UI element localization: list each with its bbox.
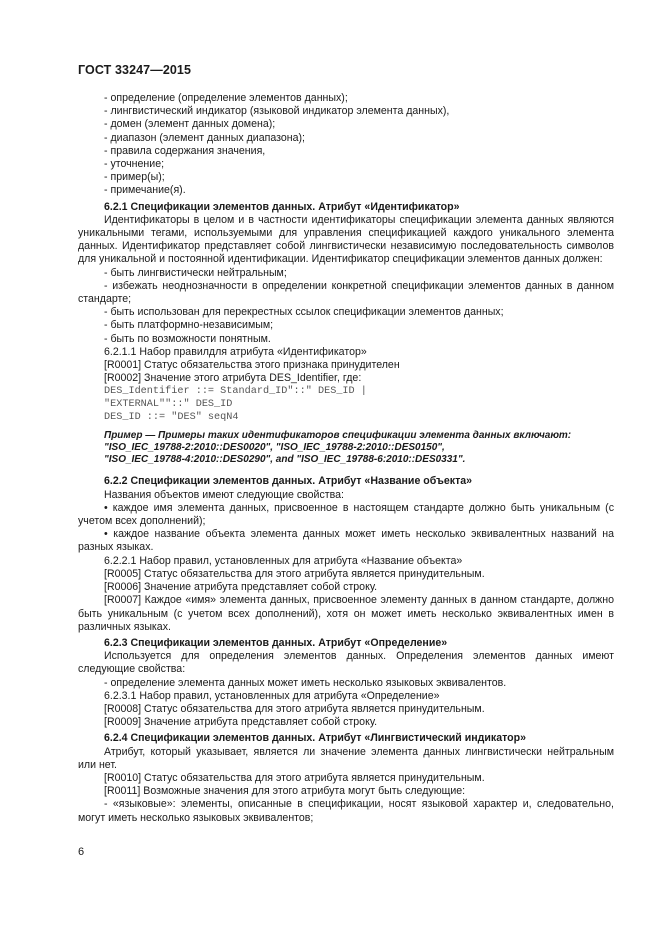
example-block [78, 430, 614, 466]
rule-r0007: [R0007] Каждое «имя» элемента данных, присвоенное элементу данных в данном стандарте, должно быть уникальным (с учетом всех дополнений), хотя он может иметь несколько эквивалентных имен в различных языках. [78, 594, 614, 633]
document-body [78, 92, 614, 825]
example-line: Пример — Примеры таких идентификаторов спецификации элемента данных включают: [104, 430, 572, 442]
list-item: - определение элемента данных может иметь несколько языковых эквивалентов. [104, 676, 507, 689]
subsection-6-2-1-1: 6.2.1.1 Набор правилдля атрибута «Идентификатор» [104, 345, 367, 358]
paragraph: Атрибут, который указывает, является ли значение элемента данных лингвистически нейтральным или нет. [78, 745, 614, 771]
rule-r0008: [R0008] Статус обязательства для этого атрибута является принудительным. [104, 702, 485, 715]
bullet-item: • каждое имя элемента данных, присвоенное в настоящем стандарте должно быть уникальным (с учетом всех дополнений); [78, 501, 614, 528]
rule-r0005: [R0005] Статус обязательства для этого атрибута является принудительным. [104, 567, 485, 580]
list-item: - правила содержания значения, [104, 144, 266, 157]
list-item: - «языковые»: элементы, описанные в спецификации, носят языковой характер и, следовательно, могут иметь несколько языковых эквивалентов; [78, 798, 614, 824]
paragraph: Названия объектов имеют следующие свойства: [104, 488, 344, 501]
list-item: - лингвистический индикатор (языковой индикатор элемента данных), [104, 105, 450, 118]
page-number: 6 [78, 846, 85, 858]
section-heading-6-2-1: 6.2.1 Спецификации элементов данных. Атрибут «Идентификатор» [104, 200, 460, 213]
paragraph: Используется для определения элементов данных. Определения элементов данных имеют следующие свойства: [78, 650, 614, 676]
rule-r0011: [R0011] Возможные значения для этого атрибута могут быть следующие: [104, 785, 466, 798]
list-item: - примечание(я). [104, 184, 186, 197]
list-item: - определение (определение элементов данных); [104, 92, 348, 104]
list-item: - избежать неоднозначности в определении конкретной спецификации элементов данных в данном стандарте; [78, 279, 614, 306]
list-item: - быть платформно-независимым; [104, 319, 274, 332]
bullet-item: • каждое название объекта элемента данных может иметь несколько эквивалентных названий на разных языках. [78, 528, 614, 554]
list-item: - диапазон (элемент данных диапазона); [104, 131, 305, 144]
list-item: - уточнение; [104, 158, 165, 171]
list-item: - быть использован для перекрестных ссылок спецификации элементов данных; [104, 306, 504, 319]
section-heading-6-2-3: 6.2.3 Спецификации элементов данных. Атрибут «Определение» [104, 636, 448, 649]
subsection-6-2-2-1: 6.2.2.1 Набор правил, установленных для атрибута «Название объекта» [104, 554, 463, 567]
example-line: "ISO_IEC_19788-2:2010::DES0020", "ISO_IEC_19788-2:2010::DES0150", [104, 442, 445, 454]
subsection-6-2-3-1: 6.2.3.1 Набор правил, установленных для атрибута «Определение» [104, 689, 440, 702]
page-header: ГОСТ 33247—2015 [78, 63, 192, 77]
list-item: - быть по возможности понятным. [104, 332, 271, 345]
code-line: DES_Identifier ::= Standard_ID"::" DES_ID | [104, 386, 367, 398]
paragraph: Идентификаторы в целом и в частности идентификаторы спецификации элемента данных являются уникальными тегами, используемыми для управления спецификацией каждого уникального элемента данных. Идентификатор представляет собой лингвистически независимую последовательность символов для уникальной и постоянной идентификации. Идентификатор спецификации элементов данных должен: [78, 213, 614, 266]
list-item: - домен (элемент данных домена); [104, 118, 276, 131]
rule-r0006: [R0006] Значение атрибута представляет собой строку. [104, 581, 378, 594]
rule-r0009: [R0009] Значение атрибута представляет собой строку. [104, 716, 378, 729]
list-item: - пример(ы); [104, 171, 165, 184]
rule-r0010: [R0010] Статус обязательства для этого атрибута является принудительным. [104, 771, 485, 784]
example-line: "ISO_IEC_19788-4:2010::DES0290", and "ISO_IEC_19788-6:2010::DES0331". [104, 454, 466, 466]
rule-r0001: [R0001] Статус обязательства этого признака принудителен [104, 359, 400, 372]
rule-r0002: [R0002] Значение этого атрибута DES_Identifier, где: [104, 372, 362, 385]
section-heading-6-2-2: 6.2.2 Спецификации элементов данных. Атрибут «Название объекта» [104, 475, 473, 488]
list-item: - быть лингвистически нейтральным; [104, 266, 287, 279]
code-line: "EXTERNAL""::" DES_ID [104, 399, 233, 411]
section-heading-6-2-4: 6.2.4 Спецификации элементов данных. Атрибут «Лингвистический индикатор» [104, 732, 526, 745]
code-line: DES_ID ::= "DES" seqN4 [104, 412, 239, 424]
